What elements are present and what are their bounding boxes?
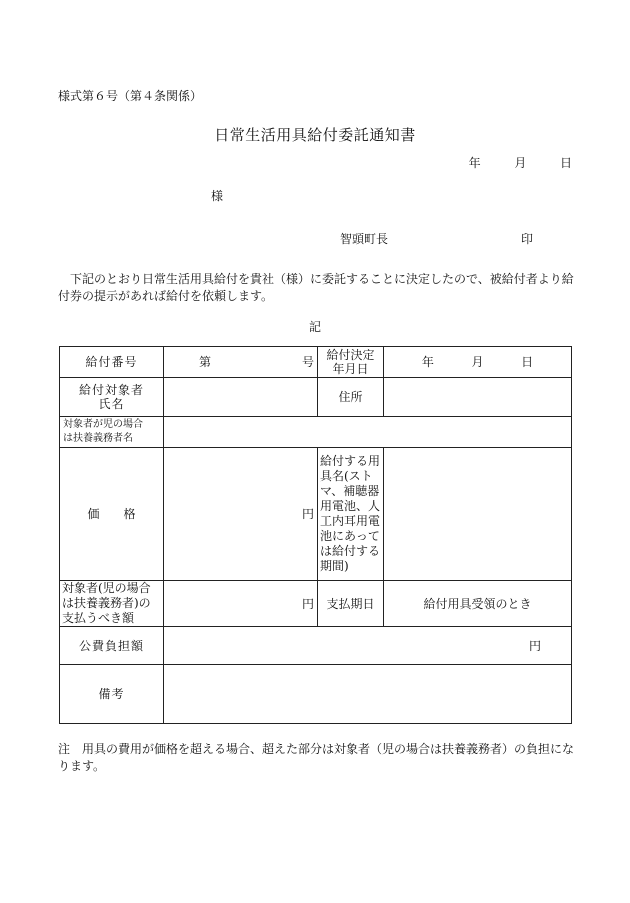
guardian-name-label-2: は扶養義務者名 [63, 433, 133, 444]
decision-date-value [384, 347, 572, 378]
decision-date-label-2: 年月日 [332, 362, 369, 376]
remarks-value [164, 665, 572, 724]
addressee-suffix: 様 [211, 189, 224, 203]
grant-number-prefix: 第 [199, 355, 212, 369]
consignment-table [59, 346, 572, 724]
decision-day: 日 [521, 355, 534, 369]
item-name-label: 給付する用具名(ストマ、補聴器用電池、人工内耳用電池にあっては給付する期間) [318, 448, 384, 581]
recipient-name-label [60, 378, 164, 417]
issue-date [469, 154, 572, 171]
guardian-name-value [164, 417, 572, 448]
row-payment [60, 581, 572, 627]
row-recipient [60, 378, 572, 417]
guardian-name-label-1: 対象者が児の場合 [63, 419, 143, 430]
ki-heading: 記 [308, 320, 321, 334]
guardian-name-label [60, 417, 164, 448]
date-year: 年 [468, 156, 481, 170]
recipient-name-label-1: 給付対象者 [78, 383, 144, 397]
item-name-value [384, 448, 572, 581]
public-burden-label: 公費負担額 [60, 627, 164, 665]
seal-mark: 印 [521, 232, 534, 246]
grant-number-cell [164, 347, 318, 378]
public-burden-value: 円 [164, 627, 572, 665]
address-value [384, 378, 572, 417]
payment-date-value: 給付用具受領のとき [384, 581, 572, 627]
payable-amount-label: 対象者(児の場合は扶養義務者)の支払うべき額 [60, 581, 164, 627]
price-label: 価 格 [60, 448, 164, 581]
payable-amount-value: 円 [164, 581, 318, 627]
date-month: 月 [514, 156, 527, 170]
address-label: 住所 [318, 378, 384, 417]
price-value: 円 [164, 448, 318, 581]
recipient-name-label-2: 氏名 [98, 397, 125, 411]
row-remarks [60, 665, 572, 724]
row-guardian [60, 417, 572, 448]
decision-year: 年 [421, 355, 434, 369]
grant-number-suffix: 号 [301, 355, 314, 369]
document-title: 日常生活用具給付委託通知書 [214, 126, 416, 144]
row-public-burden [60, 627, 572, 665]
decision-month: 月 [471, 355, 484, 369]
footnote: 注 用具の費用が価格を超える場合、超えた部分は対象者（児の場合は扶養義務者）の負担になります。 [58, 742, 575, 773]
decision-date-label [318, 347, 384, 378]
sender-name: 智頭町長 [340, 232, 389, 246]
recipient-name-value [164, 378, 318, 417]
remarks-label: 備考 [60, 665, 164, 724]
form-number: 様式第６号（第４条関係） [58, 89, 203, 103]
decision-date-label-1: 給付決定 [326, 348, 375, 362]
row-price [60, 448, 572, 581]
date-day: 日 [559, 156, 572, 170]
body-paragraph: 下記のとおり日常生活用具給付を貴社（様）に委託することに決定したので、被給付者より給付券の提示があれば給付を依頼します。 [58, 272, 574, 303]
grant-number-label: 給付番号 [60, 347, 164, 378]
payment-date-label: 支払期日 [318, 581, 384, 627]
row-grant-number [60, 347, 572, 378]
